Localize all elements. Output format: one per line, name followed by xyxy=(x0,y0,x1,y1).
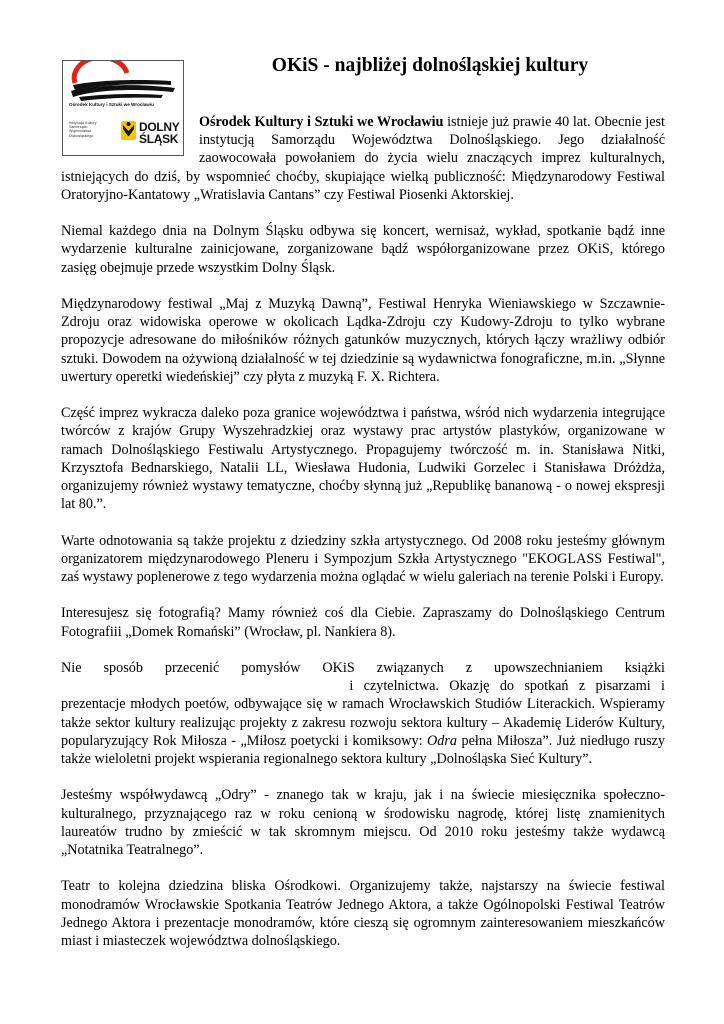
paragraph-6: Interesujesz się fotografią? Mamy również coś dla Ciebie. Zapraszamy do Dolnośląskiego Centrum Fotografiii „Domek Romański” (Wrocław, pl. Nankiera 8). xyxy=(61,605,665,640)
paragraph-8: Jesteśmy współwydawcą „Odry” - znanego tak w kraju, jak i na świecie miesięcznika społeczno-kulturalnego, przyznającego raz w roku cenioną w środowisku nagrodę, której listę znamienitych laureatów trudno by zmieścić w tak skromnym miejscu. Od 2010 roku jesteśmy także wydawcą „Notatnika Teatralnego”. xyxy=(61,787,665,859)
page-title: OKiS - najbliżej dolnośląskiej kultury xyxy=(271,55,589,76)
logo-float-spacer xyxy=(61,113,199,155)
paragraph-2: Niemal każdego dnia na Dolnym Śląsku odbywa się koncert, wernisaż, wykład, spotkanie bądź inne wydarzenie kulturalne zainicjowane, zorganizowane bądź współorganizowane przez OKiS, którego zasięg obejmuje przede wszystkim Dolny Śląsk. xyxy=(61,223,665,276)
logo-small-text: Instytucja Kultury Samorządu Województwa Dolnośląskiego xyxy=(69,121,97,138)
paragraph-7-a: Nie sposób przecenić pomysłów OKiS związanych z upowszechnianiem książki xyxy=(61,660,665,676)
paragraph-1-lead: Ośrodek Kultury i Sztuki we Wrocławiu xyxy=(199,114,444,130)
paragraph-4: Część imprez wykracza daleko poza granice województwa i państwa, wśród nich wydarzenia integrujące twórców z krajów Grupy Wyszehradzkiej oraz wystawy prac artystów plastyków, organizowane w ramach Dolnośląskiego Festiwalu Artystycznego. Propagujemy twórczość m. in. Stanisława Nitki, Krzysztofa Bednarskiego, Natalii LL, Wiesława Hudonia, Ludwiki Gorzelec i Stanisława Dróżdża, organizujemy również wystawy tematyczne, choćby słynną już „Republikę bananową - o nowej ekspresji lat 80.”. xyxy=(61,405,665,513)
ds-line1: DOLNY xyxy=(139,120,180,134)
paragraph-7-italic: Odra xyxy=(427,732,458,749)
paragraph-3: Międzynarodowy festiwal „Maj z Muzyką Dawną”, Festiwal Henryka Wieniawskiego w Szczawnie-Zdroju oraz widowiska operowe w okolicach Lądka-Zdroju czy Kudowy-Zdroju to tylko wybrane propozycje adresowane do miłośników różnych gatunków muzycznych, których łączy wrażliwy odbiór sztuki. Dowodem na ożywioną działalność w tej dziedzinie są wydawnictwa fonograficzne, m.in. „Słynne uwertury operetki wiedeńskiej” czy płyta z muzyką F. X. Richtera. xyxy=(61,296,665,385)
paragraph-9: Teatr to kolejna dziedzina bliska Ośrodkowi. Organizujemy także, najstarszy na świecie festiwal monodramów Wrocławskie Spotkania Teatrów Jednego Aktora, a także Ogólnopolski Festiwal Teatrów Jednego Aktora i prezentacje monodramów, które cieszą się ogromnym zainteresowaniem mieszkańców miast i miasteczek województwa dolnośląskiego. xyxy=(61,878,665,950)
paragraph-7 xyxy=(61,659,665,768)
paragraph-1-rest: istnieje już prawie 40 lat. Obecnie jest instytucją Samorządu Województwa Dolnośląskiego. Jego działalność zaowocowała powołaniem do życia wielu znaczących imprez kulturalnych, istniejących do dziś, by wspomnieć choćby, skupiające wielką publiczność: Międzynarodowy Festiwal Oratoryjno-Kantatowy „Wratislavia Cantans” czy Festiwal Piosenki Aktorskiej. xyxy=(61,114,665,203)
paragraph-7-c: pełna Miłosza”. Już niedługo ruszy także wieloletni projekt wspierania regionalnego sektora kultury „Dolnośląska Sieć Kultury”. xyxy=(61,732,665,768)
logo-caption: Ośrodek Kultury i Sztuki we Wrocławiu xyxy=(69,102,154,107)
ds-line2: ŚLĄSK xyxy=(139,132,179,146)
body-text xyxy=(61,113,665,968)
paragraph-7-b: i czytelnictwa. Okazję do spotkań z pisarzami i prezentacje młodych poetów, odbywające się w ramach Wrocławskich Studiów Literackich. Wspieramy także sektor kultury realizując projekty z zakresu rozwoju sektora kultury – Akademię Liderów Kultury, popularyzujący Rok Miłosza - „Miłosz poetycki i komiksowy: xyxy=(61,678,665,749)
paragraph-5: Warte odnotowania są także projektu z dziedziny szkła artystycznego. Od 2008 roku jesteśmy głównym organizatorem międzynarodowego Pleneru i Sympozjum Szkła Artystycznego "EKOGLASS Festiwal", zaś wystawy poplenerowe z tego wydarzenia można oglądać w wielu galeriach na terenie Polski i Europy. xyxy=(61,532,665,586)
